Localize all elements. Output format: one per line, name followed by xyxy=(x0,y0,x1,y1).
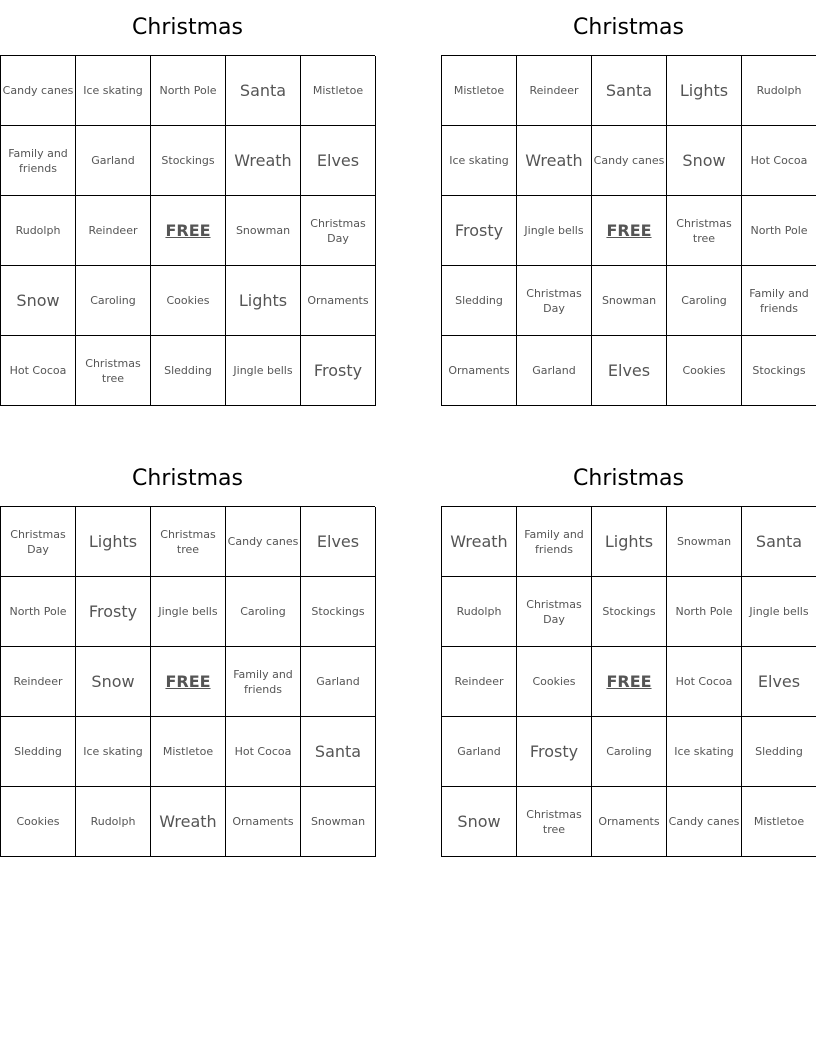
bingo-cell: Ice skating xyxy=(667,717,742,787)
free-space-cell: FREE xyxy=(592,196,667,266)
bingo-cell: Santa xyxy=(592,56,667,126)
bingo-card-4 xyxy=(441,451,816,857)
bingo-cell: Lights xyxy=(592,507,667,577)
card-title: Christmas xyxy=(132,466,243,491)
bingo-grid xyxy=(441,55,816,406)
bingo-cell: Wreath xyxy=(226,126,301,196)
bingo-cell: Family and friends xyxy=(226,647,301,717)
bingo-cell: Sledding xyxy=(742,717,816,787)
bingo-cell: Lights xyxy=(226,266,301,336)
bingo-cell: Reindeer xyxy=(442,647,517,717)
bingo-cell: Sledding xyxy=(1,717,76,787)
bingo-cell: Frosty xyxy=(301,336,376,406)
bingo-cell: Hot Cocoa xyxy=(667,647,742,717)
bingo-cell: Candy canes xyxy=(667,787,742,857)
bingo-cell: Stockings xyxy=(301,577,376,647)
bingo-cell: Elves xyxy=(301,126,376,196)
bingo-cell: Snow xyxy=(667,126,742,196)
bingo-cell: North Pole xyxy=(1,577,76,647)
bingo-cell: Sledding xyxy=(442,266,517,336)
bingo-cell: Rudolph xyxy=(1,196,76,266)
bingo-cell: Jingle bells xyxy=(151,577,226,647)
bingo-cell: Christmas tree xyxy=(517,787,592,857)
bingo-grid xyxy=(0,506,375,857)
bingo-cell: Cookies xyxy=(667,336,742,406)
bingo-cell: Ornaments xyxy=(226,787,301,857)
bingo-card-3 xyxy=(0,451,375,857)
bingo-cell: Candy canes xyxy=(1,56,76,126)
bingo-card-1 xyxy=(0,0,375,406)
bingo-cell: Cookies xyxy=(1,787,76,857)
free-space-cell: FREE xyxy=(592,647,667,717)
bingo-cell: Rudolph xyxy=(742,56,816,126)
bingo-cell: Rudolph xyxy=(442,577,517,647)
bingo-cell: Caroling xyxy=(76,266,151,336)
free-space-cell: FREE xyxy=(151,196,226,266)
bingo-cell: Mistletoe xyxy=(151,717,226,787)
bingo-cell: Family and friends xyxy=(1,126,76,196)
bingo-cell: Elves xyxy=(592,336,667,406)
bingo-cell: Garland xyxy=(517,336,592,406)
bingo-cell: North Pole xyxy=(667,577,742,647)
bingo-cell: Caroling xyxy=(226,577,301,647)
bingo-cell: Snow xyxy=(442,787,517,857)
bingo-cell: Christmas Day xyxy=(517,266,592,336)
bingo-cell: Mistletoe xyxy=(442,56,517,126)
bingo-cell: Reindeer xyxy=(517,56,592,126)
free-space-cell: FREE xyxy=(151,647,226,717)
bingo-cell: Sledding xyxy=(151,336,226,406)
bingo-card-2 xyxy=(441,0,816,406)
bingo-cell: Cookies xyxy=(517,647,592,717)
bingo-cell: Ice skating xyxy=(76,56,151,126)
bingo-cell: Hot Cocoa xyxy=(742,126,816,196)
bingo-cell: Elves xyxy=(301,507,376,577)
bingo-cell: Christmas tree xyxy=(151,507,226,577)
card-title: Christmas xyxy=(132,15,243,40)
bingo-cell: Frosty xyxy=(76,577,151,647)
bingo-cell: Hot Cocoa xyxy=(1,336,76,406)
bingo-cell: Candy canes xyxy=(226,507,301,577)
bingo-cell: Jingle bells xyxy=(517,196,592,266)
bingo-cell: Wreath xyxy=(151,787,226,857)
bingo-cell: Snow xyxy=(1,266,76,336)
bingo-cell: Ornaments xyxy=(442,336,517,406)
bingo-cell: North Pole xyxy=(742,196,816,266)
bingo-cell: Garland xyxy=(76,126,151,196)
bingo-cell: Mistletoe xyxy=(301,56,376,126)
bingo-cell: Candy canes xyxy=(592,126,667,196)
bingo-cell: Santa xyxy=(226,56,301,126)
bingo-cell: Family and friends xyxy=(742,266,816,336)
bingo-cell: Christmas Day xyxy=(1,507,76,577)
card-title: Christmas xyxy=(573,466,684,491)
bingo-cell: Christmas Day xyxy=(517,577,592,647)
bingo-cell: Stockings xyxy=(592,577,667,647)
bingo-cell: Stockings xyxy=(151,126,226,196)
bingo-cell: Lights xyxy=(76,507,151,577)
bingo-cell: Reindeer xyxy=(1,647,76,717)
bingo-cell: Lights xyxy=(667,56,742,126)
card-title: Christmas xyxy=(573,15,684,40)
bingo-cell: Christmas Day xyxy=(301,196,376,266)
bingo-cell: Ornaments xyxy=(301,266,376,336)
bingo-cell: Snowman xyxy=(226,196,301,266)
bingo-cell: Cookies xyxy=(151,266,226,336)
bingo-cell: Ice skating xyxy=(76,717,151,787)
bingo-cell: Stockings xyxy=(742,336,816,406)
bingo-cell: Garland xyxy=(442,717,517,787)
bingo-grid xyxy=(0,55,375,406)
bingo-cell: Ice skating xyxy=(442,126,517,196)
bingo-cell: Caroling xyxy=(667,266,742,336)
bingo-cell: Snowman xyxy=(301,787,376,857)
bingo-cell: Santa xyxy=(301,717,376,787)
bingo-cell: Frosty xyxy=(517,717,592,787)
bingo-cell: Christmas tree xyxy=(667,196,742,266)
bingo-cell: Wreath xyxy=(442,507,517,577)
bingo-cell: Caroling xyxy=(592,717,667,787)
bingo-cell: Garland xyxy=(301,647,376,717)
bingo-cell: Snowman xyxy=(667,507,742,577)
bingo-cell: Jingle bells xyxy=(742,577,816,647)
bingo-cell: Elves xyxy=(742,647,816,717)
bingo-cell: Reindeer xyxy=(76,196,151,266)
bingo-cell: Mistletoe xyxy=(742,787,816,857)
bingo-cell: Snow xyxy=(76,647,151,717)
bingo-cell: Wreath xyxy=(517,126,592,196)
bingo-cell: Santa xyxy=(742,507,816,577)
bingo-cell: North Pole xyxy=(151,56,226,126)
bingo-cell: Hot Cocoa xyxy=(226,717,301,787)
bingo-cell: Christmas tree xyxy=(76,336,151,406)
bingo-cell: Frosty xyxy=(442,196,517,266)
bingo-cell: Snowman xyxy=(592,266,667,336)
bingo-grid xyxy=(441,506,816,857)
bingo-cell: Jingle bells xyxy=(226,336,301,406)
bingo-cell: Family and friends xyxy=(517,507,592,577)
bingo-cell: Ornaments xyxy=(592,787,667,857)
bingo-cell: Rudolph xyxy=(76,787,151,857)
